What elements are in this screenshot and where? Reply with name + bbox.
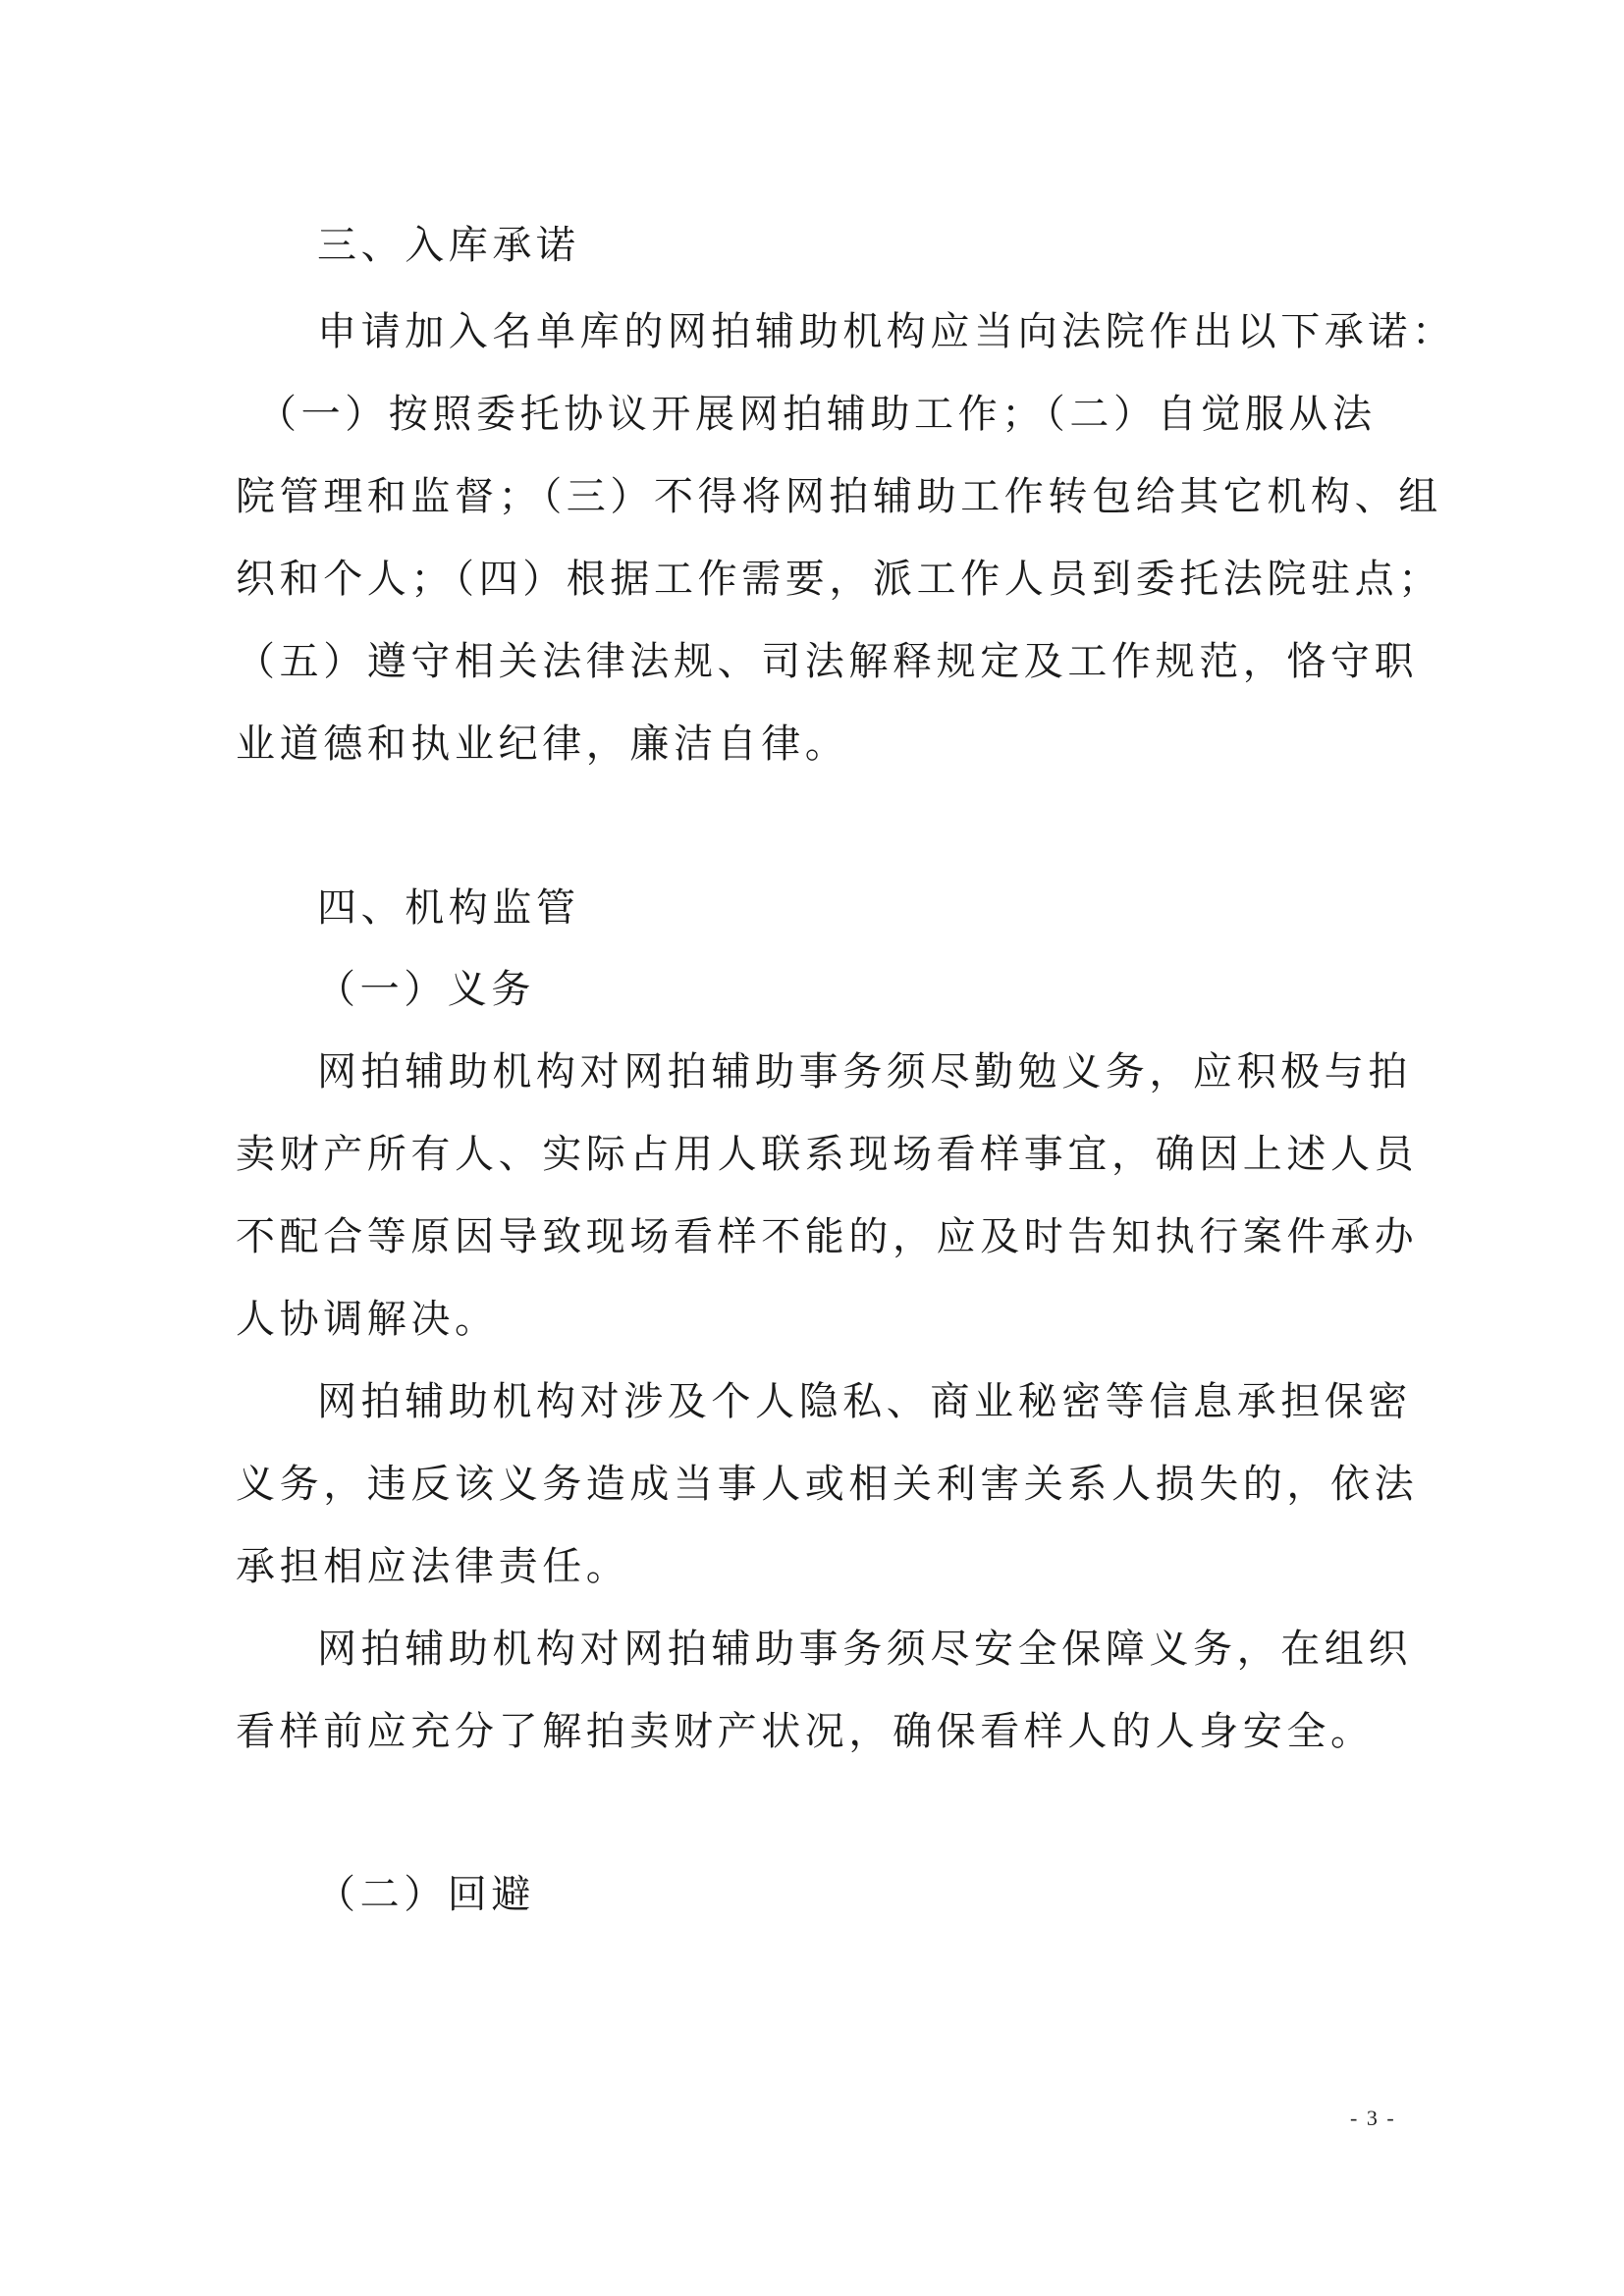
page-number: - 3 -	[1350, 2106, 1396, 2130]
paragraph-line: 网拍辅助机构对网拍辅助事务须尽勤勉义务，应积极与拍	[317, 1049, 1412, 1095]
paragraph-line: 看样前应充分了解拍卖财产状况，确保看样人的人身安全。	[236, 1709, 1375, 1754]
paragraph-line: 网拍辅助机构对涉及个人隐私、商业秘密等信息承担保密	[317, 1379, 1412, 1424]
paragraph-line: （一）按照委托协议开展网拍辅助工作；（二）自觉服从法	[257, 392, 1377, 437]
subsection-heading-2: （二）回避	[316, 1872, 535, 1917]
paragraph-line: 卖财产所有人、实际占用人联系现场看样事宜，确因上述人员	[236, 1132, 1419, 1177]
paragraph-line: 承担相应法律责任。	[236, 1544, 630, 1589]
paragraph-line: 义务，违反该义务造成当事人或相关利害关系人损失的，依法	[236, 1462, 1419, 1507]
paragraph-line: 业道德和执业纪律，廉洁自律。	[236, 721, 849, 767]
section-heading-3: 三、入库承诺	[317, 223, 580, 268]
paragraph-line: 人协调解决。	[236, 1297, 499, 1342]
paragraph-line: 网拍辅助机构对网拍辅助事务须尽安全保障义务，在组织	[317, 1627, 1412, 1672]
paragraph-line: 不配合等原因导致现场看样不能的，应及时告知执行案件承办	[236, 1214, 1419, 1259]
section-heading-4: 四、机构监管	[317, 885, 580, 931]
subsection-heading-1: （一）义务	[316, 967, 535, 1012]
paragraph-line: 织和个人；（四）根据工作需要，派工作人员到委托法院驻点；	[236, 557, 1442, 602]
paragraph-line: 院管理和监督；（三）不得将网拍辅助工作转包给其它机构、组	[236, 474, 1442, 519]
paragraph-intro: 申请加入名单库的网拍辅助机构应当向法院作出以下承诺：	[317, 309, 1456, 354]
paragraph-line: （五）遵守相关法律法规、司法解释规定及工作规范，恪守职	[236, 639, 1419, 684]
